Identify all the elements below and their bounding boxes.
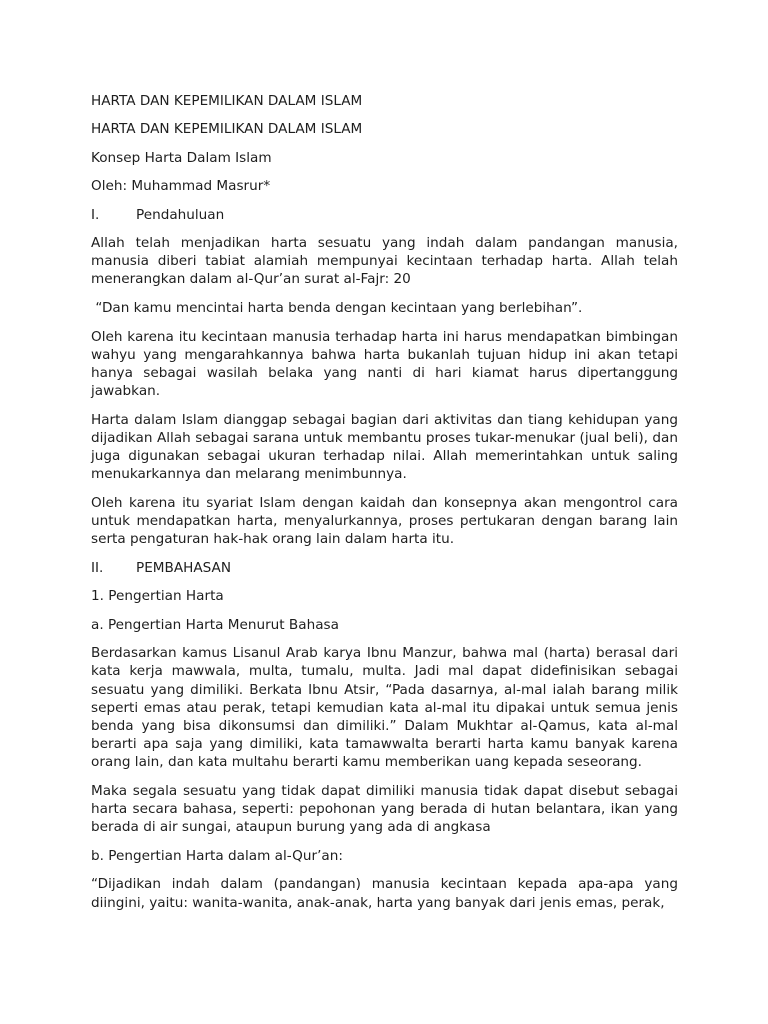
paragraph: Maka segala sesuatu yang tidak dapat dimiliki manusia tidak dapat disebut sebagai harta secara bahasa, seperti: pepohonan yang berada di hutan belantara, ikan yang berada di air sungai, ataupun burung yang ada di angkasa xyxy=(91,782,678,836)
section-title: Pendahuluan xyxy=(136,206,225,223)
subsection-heading: 1. Pengertian Harta xyxy=(91,588,224,605)
subsection-heading: a. Pengertian Harta Menurut Bahasa xyxy=(91,616,339,633)
section-heading-1 xyxy=(91,206,678,224)
paragraph: Berdasarkan kamus Lisanul Arab karya Ibnu Manzur, bahwa mal (harta) berasal dari kata kerja mawwala, multa, tumalu, multa. Jadi mal dapat didefinisikan sebagai sesuatu yang dimiliki. Berkata Ibnu Atsir, “Pada dasarnya, al-mal ialah barang milik seperti emas atau perak, tetapi kemudian kata al-mal itu dipakai untuk semua jenis benda yang bisa dikonsumsi dan dimiliki.” Dalam Mukhtar al-Qamus, kata al-mal berarti apa saja yang dimiliki, kata tamawwalta berarti harta kamu banyak karena orang lain, dan kata multahu berarti kamu memberikan uang kepada seseorang. xyxy=(91,645,678,771)
section-numeral: I. xyxy=(91,206,100,223)
author-line: Oleh: Muhammad Masrur* xyxy=(91,178,271,195)
paragraph: Harta dalam Islam dianggap sebagai bagian dari aktivitas dan tiang kehidupan yang dijadikan Allah sebagai sarana untuk membantu proses tukar-menukar (jual beli), dan juga digunakan sebagai ukuran terhadap nilai. Allah memerintahkan untuk saling menukarkannya dan melarang menimbunnya. xyxy=(91,411,678,483)
document-page xyxy=(91,92,678,912)
section-numeral: II. xyxy=(91,559,104,576)
section-heading-2 xyxy=(91,559,678,577)
paragraph: Allah telah menjadikan harta sesuatu yang indah dalam pandangan manusia, manusia diberi tabiat alamiah mempunyai kecintaan terhadap harta. Allah telah menerangkan dalam al-Qur’an surat al-Fajr: 20 xyxy=(91,234,678,288)
document-subtitle: Konsep Harta Dalam Islam xyxy=(91,149,272,166)
document-title-repeat: HARTA DAN KEPEMILIKAN DALAM ISLAM xyxy=(91,121,363,138)
paragraph: Oleh karena itu kecintaan manusia terhadap harta ini harus mendapatkan bimbingan wahyu yang mengarahkannya bahwa harta bukanlah tujuan hidup ini akan tetapi hanya sebagai wasilah belaka yang nanti di hari kiamat harus dipertanggung jawabkan. xyxy=(91,328,678,400)
paragraph: Oleh karena itu syariat Islam dengan kaidah dan konsepnya akan mengontrol cara untuk mendapatkan harta, menyalurkannya, proses pertukaran dengan barang lain serta pengaturan hak-hak orang lain dalam harta itu. xyxy=(91,494,678,548)
document-title: HARTA DAN KEPEMILIKAN DALAM ISLAM xyxy=(91,93,363,109)
quote-paragraph: “Dan kamu mencintai harta benda dengan kecintaan yang berlebihan”. xyxy=(91,299,583,316)
paragraph: “Dijadikan indah dalam (pandangan) manusia kecintaan kepada apa-apa yang diingini, yaitu: wanita-wanita, anak-anak, harta yang banyak dari jenis emas, perak, xyxy=(91,876,678,911)
subsection-heading: b. Pengertian Harta dalam al-Qur’an: xyxy=(91,847,343,864)
section-title: PEMBAHASAN xyxy=(136,559,232,576)
